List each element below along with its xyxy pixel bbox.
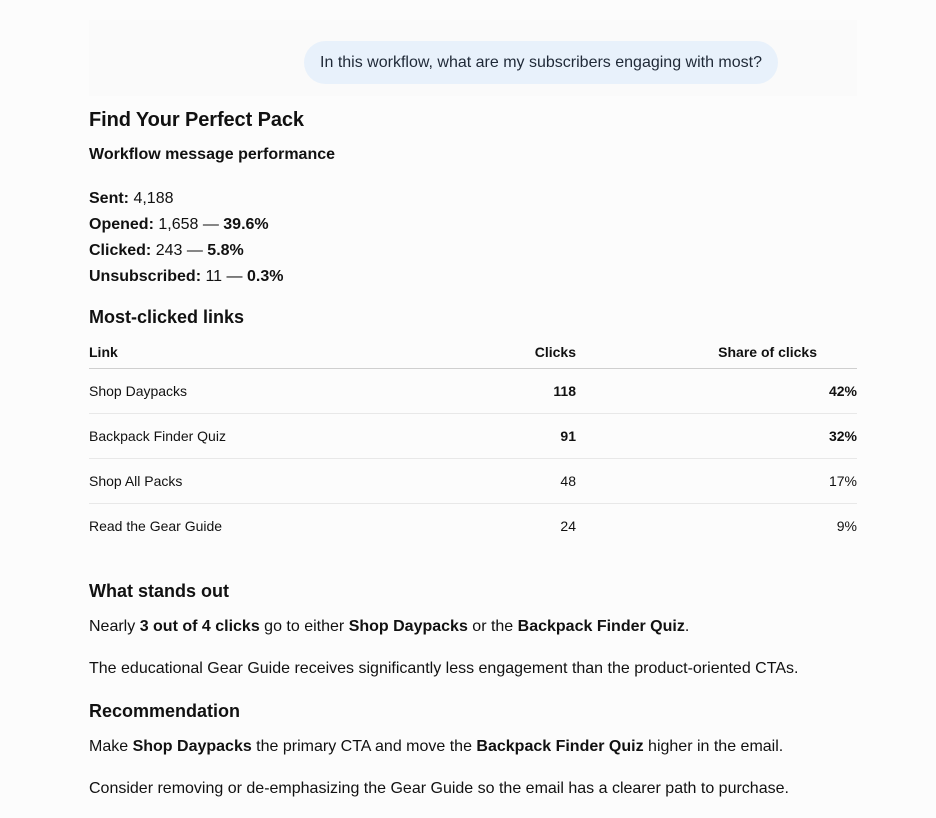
stat-label: Unsubscribed: [89, 268, 202, 285]
stat-separator: — [198, 216, 224, 233]
user-message-bubble: In this workflow, what are my subscribers engaging with most? [304, 41, 778, 84]
table-row [89, 368, 857, 413]
stat-value: 11 [205, 268, 223, 285]
section-subtitle: Workflow message performance [89, 146, 336, 163]
stands-out-paragraph-1: Nearly 3 out of 4 clicks go to either Shop Daypacks or the Backpack Finder Quiz. [89, 618, 690, 635]
links-table [89, 336, 857, 548]
recommendation-paragraph-2: Consider removing or de-emphasizing the Gear Guide so the email has a clearer path to purchase. [89, 780, 789, 797]
stands-out-heading: What stands out [89, 581, 229, 601]
stat-percent: 5.8% [207, 242, 244, 259]
links-heading: Most-clicked links [89, 307, 245, 327]
stat-percent: 0.3% [246, 268, 284, 285]
cell-clicks: 91 [489, 413, 576, 458]
table-row [89, 458, 857, 503]
table-row [89, 503, 857, 548]
column-header-clicks: Clicks [489, 336, 576, 368]
stands-out-paragraph-2: The educational Gear Guide receives significantly less engagement than the product-oriented CTAs. [89, 660, 799, 677]
column-header-share: Share of clicks [576, 336, 857, 368]
stats-list [89, 186, 283, 290]
table-row [89, 413, 857, 458]
cell-clicks: 118 [489, 368, 576, 413]
stat-value: 243 [155, 242, 183, 259]
user-message-area [89, 20, 857, 96]
stat-label: Opened: [89, 216, 154, 233]
page-title: Find Your Perfect Pack [89, 109, 304, 131]
cell-link: Backpack Finder Quiz [89, 413, 489, 458]
cell-link: Read the Gear Guide [89, 517, 223, 534]
cell-link: Shop Daypacks [89, 368, 489, 413]
stat-label: Clicked: [89, 242, 152, 259]
stat-value: 1,658 [158, 216, 199, 233]
stat-separator: — [182, 242, 208, 259]
stat-clicked [89, 238, 283, 264]
cell-share: 42% [576, 368, 857, 413]
stat-percent: 39.6% [223, 216, 269, 233]
cell-share: 9% [836, 517, 857, 534]
stat-sent [89, 186, 283, 212]
stat-value: 4,188 [133, 190, 174, 207]
cell-clicks: 48 [489, 458, 576, 503]
cell-link: Shop All Packs [89, 458, 489, 503]
recommendation-paragraph-1: Make Shop Daypacks the primary CTA and move the Backpack Finder Quiz higher in the email. [89, 738, 784, 755]
cell-share: 32% [576, 413, 857, 458]
stat-label: Sent: [89, 190, 129, 207]
cell-share: 17% [576, 458, 857, 503]
table-header-row [89, 336, 857, 368]
stat-opened [89, 212, 283, 238]
stat-unsubscribed [89, 264, 283, 290]
cell-clicks: 24 [560, 517, 576, 534]
column-header-link: Link [89, 336, 489, 368]
stat-separator: — [222, 268, 247, 285]
recommendation-heading: Recommendation [89, 701, 241, 721]
